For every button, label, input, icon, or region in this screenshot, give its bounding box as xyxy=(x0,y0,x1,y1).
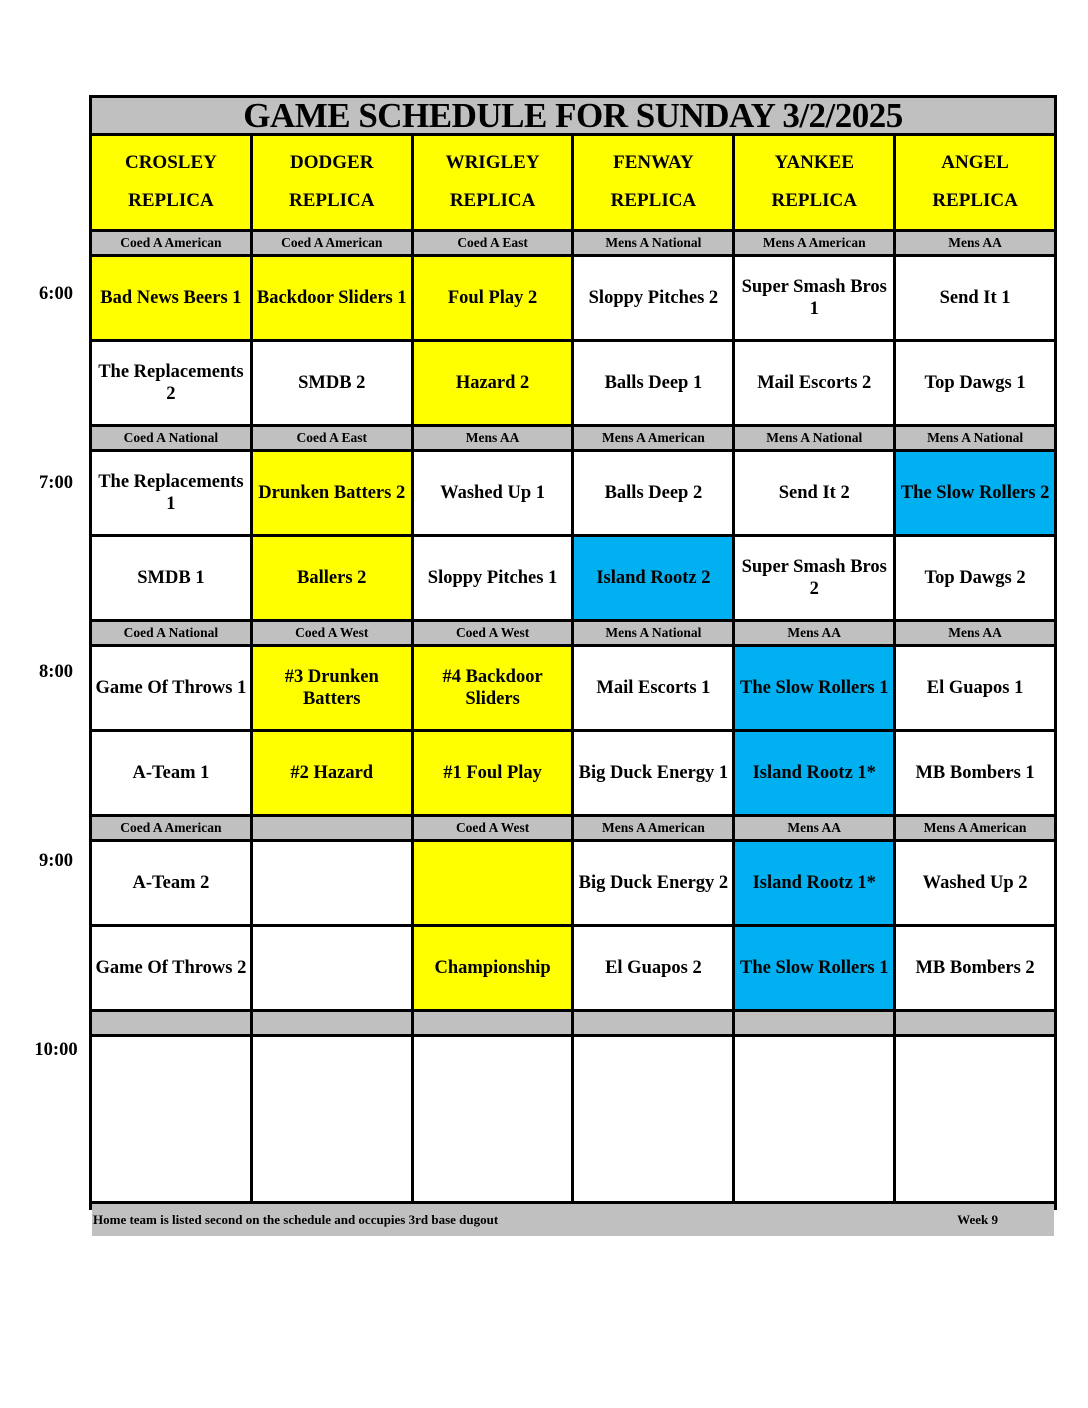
division-label: Coed A West xyxy=(414,817,572,839)
away-team: The Replacements 1 xyxy=(92,452,250,534)
schedule-table xyxy=(89,95,1057,1228)
away-team: Washed Up 1 xyxy=(414,452,572,534)
away-team: El Guapos 1 xyxy=(896,647,1054,729)
empty-game-cell xyxy=(735,1037,893,1201)
division-label: Mens AA xyxy=(896,622,1054,644)
division-label: Mens A American xyxy=(574,817,732,839)
time-label: 10:00 xyxy=(34,1040,78,1060)
division-label xyxy=(92,1012,250,1034)
home-team: Mail Escorts 2 xyxy=(735,342,893,424)
week-label: Week 9 xyxy=(957,1212,998,1228)
division-label: Mens A National xyxy=(735,427,893,449)
field-name: FENWAY xyxy=(613,152,694,174)
away-team: Balls Deep 2 xyxy=(574,452,732,534)
division-label xyxy=(896,1012,1054,1034)
time-label: 6:00 xyxy=(39,284,73,304)
away-team: Drunken Batters 2 xyxy=(253,452,411,534)
away-team: Send It 2 xyxy=(735,452,893,534)
home-team: MB Bombers 1 xyxy=(896,732,1054,814)
home-team xyxy=(253,927,411,1009)
away-team: Big Duck Energy 2 xyxy=(574,842,732,924)
home-team: Top Dawgs 2 xyxy=(896,537,1054,619)
footer-row xyxy=(92,1204,1054,1236)
division-label: Coed A National xyxy=(92,427,250,449)
division-label: Mens A American xyxy=(896,817,1054,839)
away-team: #4 Backdoor Sliders xyxy=(414,647,572,729)
field-subtitle: REPLICA xyxy=(932,190,1018,211)
empty-game-cell xyxy=(414,1037,572,1201)
home-team: Super Smash Bros 2 xyxy=(735,537,893,619)
field-subtitle: REPLICA xyxy=(610,190,697,211)
home-team: Island Rootz 1* xyxy=(735,732,893,814)
home-team: #1 Foul Play xyxy=(414,732,572,814)
away-team: Foul Play 2 xyxy=(414,257,572,339)
home-team: Hazard 2 xyxy=(414,342,572,424)
division-label xyxy=(253,1012,411,1034)
away-team: Bad News Beers 1 xyxy=(92,257,250,339)
field-name: ANGEL xyxy=(941,152,1009,174)
away-team: The Slow Rollers 2 xyxy=(896,452,1054,534)
division-label: Coed A East xyxy=(253,427,411,449)
time-label: 7:00 xyxy=(39,473,73,493)
away-team: #3 Drunken Batters xyxy=(253,647,411,729)
field-header xyxy=(574,136,732,229)
division-label: Coed A East xyxy=(414,232,572,254)
division-label xyxy=(574,1012,732,1034)
division-label xyxy=(414,1012,572,1034)
away-team: A-Team 2 xyxy=(92,842,250,924)
away-team xyxy=(414,842,572,924)
division-label: Mens A National xyxy=(574,232,732,254)
empty-game-cell xyxy=(574,1037,732,1201)
away-team: Sloppy Pitches 2 xyxy=(574,257,732,339)
division-label: Coed A American xyxy=(92,817,250,839)
division-label: Coed A West xyxy=(414,622,572,644)
home-team: The Slow Rollers 1 xyxy=(735,927,893,1009)
division-label: Mens AA xyxy=(414,427,572,449)
field-name: DODGER xyxy=(290,152,374,174)
home-team: The Replacements 2 xyxy=(92,342,250,424)
home-team: SMDB 2 xyxy=(253,342,411,424)
time-label: 9:00 xyxy=(39,851,73,871)
home-team: Top Dawgs 1 xyxy=(896,342,1054,424)
home-team: Ballers 2 xyxy=(253,537,411,619)
empty-game-cell xyxy=(92,1037,250,1201)
away-team xyxy=(253,842,411,924)
field-header xyxy=(253,136,411,229)
home-team: MB Bombers 2 xyxy=(896,927,1054,1009)
field-name: CROSLEY xyxy=(124,152,217,174)
field-header xyxy=(414,136,572,229)
empty-game-cell xyxy=(253,1037,411,1201)
division-label: Mens AA xyxy=(896,232,1054,254)
away-team: Game Of Throws 1 xyxy=(92,647,250,729)
field-subtitle: REPLICA xyxy=(288,190,375,211)
away-team: Send It 1 xyxy=(896,257,1054,339)
away-team: Super Smash Bros 1 xyxy=(735,257,893,339)
division-label: Coed A National xyxy=(92,622,250,644)
away-team: Backdoor Sliders 1 xyxy=(253,257,411,339)
home-team: Big Duck Energy 1 xyxy=(574,732,732,814)
home-team: Balls Deep 1 xyxy=(574,342,732,424)
home-team: El Guapos 2 xyxy=(574,927,732,1009)
field-header xyxy=(92,136,250,229)
field-header xyxy=(735,136,893,229)
division-label: Mens A American xyxy=(574,427,732,449)
division-label xyxy=(253,817,411,839)
home-team: Sloppy Pitches 1 xyxy=(414,537,572,619)
division-label: Coed A West xyxy=(253,622,411,644)
away-team: Island Rootz 1* xyxy=(735,842,893,924)
division-label: Mens A National xyxy=(574,622,732,644)
division-label: Mens AA xyxy=(735,622,893,644)
division-label: Mens A American xyxy=(735,232,893,254)
away-team: Washed Up 2 xyxy=(896,842,1054,924)
field-header xyxy=(896,136,1054,229)
home-team: Championship xyxy=(414,927,572,1009)
empty-game-cell xyxy=(896,1037,1054,1201)
field-subtitle: REPLICA xyxy=(128,190,214,211)
field-name: YANKEE xyxy=(774,152,855,174)
division-label: Coed A American xyxy=(253,232,411,254)
home-team: #2 Hazard xyxy=(253,732,411,814)
home-team: Game Of Throws 2 xyxy=(92,927,250,1009)
field-subtitle: REPLICA xyxy=(771,190,857,211)
division-label: Coed A American xyxy=(92,232,250,254)
division-label: Mens A National xyxy=(896,427,1054,449)
time-label: 8:00 xyxy=(39,662,73,682)
home-team: SMDB 1 xyxy=(92,537,250,619)
away-team: The Slow Rollers 1 xyxy=(735,647,893,729)
schedule-title: GAME SCHEDULE FOR SUNDAY 3/2/2025 xyxy=(92,98,1054,133)
field-name: WRIGLEY xyxy=(445,152,540,174)
division-label xyxy=(735,1012,893,1034)
footer-note: Home team is listed second on the schedule and occupies 3rd base dugout xyxy=(93,1212,499,1228)
home-team: Island Rootz 2 xyxy=(574,537,732,619)
division-label: Mens AA xyxy=(735,817,893,839)
away-team: Mail Escorts 1 xyxy=(574,647,732,729)
field-subtitle: REPLICA xyxy=(449,190,536,211)
home-team: A-Team 1 xyxy=(92,732,250,814)
